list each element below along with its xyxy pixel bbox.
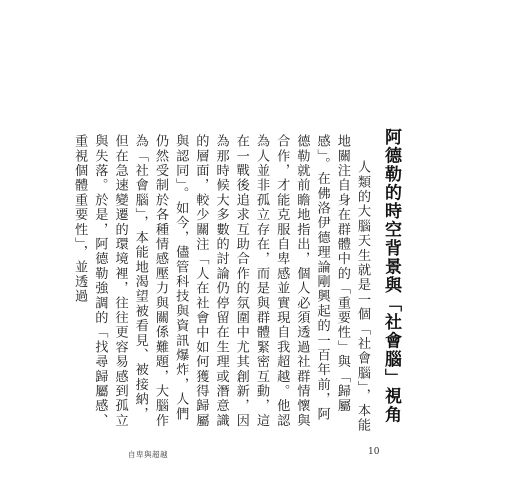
body-text — [72, 134, 372, 434]
paragraph: 人類的大腦天生就是一個「社會腦」，本能地關注自身在群體中的「重要性」與「歸屬感」。在佛洛伊德理論剛興起的一百年前，阿德勒就前瞻地指出，個人必須透過社群情懷與合作，才能克服自卑感並實現自我超越。他認為人並非孤立存在，而是與群體緊密互動，這在一戰後追求互助合作的氛圍中尤其創新，因為那時候大多數的討論仍停留在生理或潛意識的層面，較少關注「人在社會中如何獲得歸屬與認同」。如今，儘管科技與資訊爆炸，人們仍然受制於各種情感壓力與關係難題，大腦作為「社會腦」，本能地渴望被看見、被接納，但在急速變遷的環境裡，往往更容易感到孤立與失落。於是，阿德勒強調的「找尋歸屬感、重視個體重要性」，並透過 — [72, 134, 370, 434]
section-heading: 阿德勒的時空背景與「社會腦」視角 — [381, 128, 401, 424]
running-footer-title: 自卑與超越 — [128, 450, 168, 459]
page-number: 10 — [368, 447, 380, 457]
